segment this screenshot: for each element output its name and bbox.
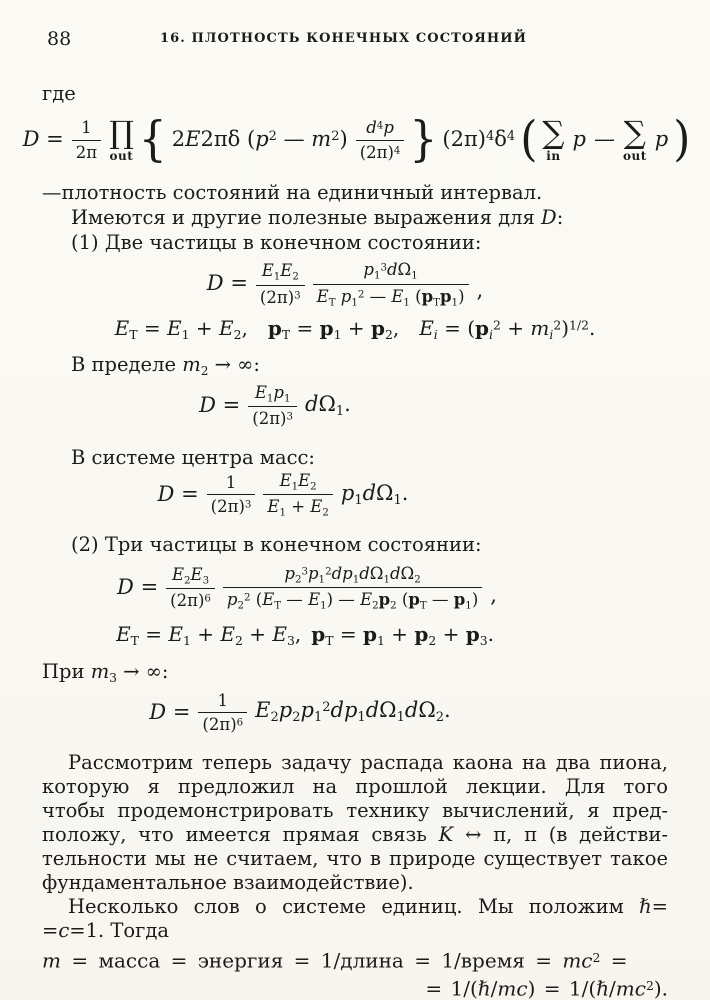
eq-main-lhs: D = [22, 127, 64, 152]
equation-three-particle [0, 559, 620, 617]
definitions-three-particle: $E_T = E_1 + E_2 + E_3$, $p_T = p_1 + p_2 + p_3$. [116, 621, 494, 648]
equation-m2-limit [0, 384, 588, 428]
paragraph-line: фундаментальное взаимодействие). [42, 870, 414, 894]
fraction-denominator: $E_1 + E_2$ [263, 494, 332, 520]
eq-tail: , [476, 277, 484, 302]
fraction-numerator: $E_1p_1$ [254, 382, 291, 405]
page-number: 88 [47, 28, 72, 50]
eq-tail: , [490, 582, 497, 607]
item-1-heading: (1) Две частицы в конечном состоянии: [71, 231, 482, 254]
fraction-numerator: $d^4p$ [366, 118, 394, 138]
sum-operator-in [542, 115, 565, 163]
item-2-heading: (2) Три частицы в конечном состоянии: [71, 532, 482, 556]
close-brace: } [409, 112, 438, 168]
eq-lhs: D = [149, 700, 191, 725]
equation-cm [0, 470, 596, 520]
fraction-denominator: $(2\pi)^3$ [207, 494, 256, 517]
momentum-var: p [572, 127, 586, 152]
product-limit: out [109, 149, 134, 163]
fraction [263, 470, 332, 520]
paragraph-line: тельности мы не считаем, что в природе существует такое [42, 846, 668, 870]
fraction-denominator: $(2\pi)^3$ [248, 406, 297, 429]
paragraph-line: =c=1. Тогда [42, 918, 170, 942]
eq-lhs: D = [206, 271, 248, 296]
fraction [313, 259, 469, 309]
sum-operator-out [622, 115, 647, 163]
sum-symbol: ∑ [623, 115, 646, 151]
paragraph-kaon-decay [42, 751, 668, 943]
product-operator [109, 115, 134, 163]
fraction-numerator: $E_2E_3$ [171, 564, 210, 587]
equation-m3-limit [0, 691, 613, 735]
eq-tail: $E_2p_2p_1^2dp_1d\Omega_1d\Omega_2$. [255, 698, 451, 726]
density-definition-line: —плотность состояний на единичный интервал. [42, 181, 543, 204]
eq-tail: $d\Omega_1$. [305, 391, 351, 419]
page-header [42, 28, 668, 50]
fraction-numerator: 1 [217, 690, 229, 710]
eq-main-term: 2E2πδ ($p^2$ — $m^2$) [171, 127, 348, 152]
eq-main-measure-fraction [356, 117, 405, 163]
equation-two-particle [32, 256, 658, 312]
paragraph-line: Несколько слов о системе единиц. Мы положим ℏ= [68, 894, 668, 918]
eq-main-coef-fraction [72, 117, 101, 163]
fraction [248, 382, 297, 430]
cm-frame-label: В системе центра масс: [71, 445, 315, 469]
fraction [166, 564, 215, 612]
paragraph-line: которую я предложил на прошлой лекции. Для того [42, 774, 668, 798]
open-brace: { [138, 112, 167, 168]
units-equation-line-2: = 1/(ℏ/mc) = $1/(\hbar/mc^2)$. [425, 976, 668, 1000]
fraction-numerator: 1 [225, 472, 237, 492]
limit-m2-label: В пределе $m_2$ → ∞: [71, 353, 260, 378]
fraction-numerator: 1 [81, 118, 92, 138]
eq-lhs: D = [199, 393, 241, 418]
fraction-denominator: $(2\pi)^3$ [256, 285, 305, 308]
fraction-denominator: $E_T$ $p_1^2$ — $E_1$ $(p_Tp_1)$ [313, 284, 469, 310]
fraction-numerator: $E_1E_2$ [279, 470, 317, 493]
sum-symbol: ∑ [542, 115, 565, 151]
limit-m3-label: При $m_3$ → ∞: [42, 659, 169, 685]
fraction-denominator: $p_2^2$ ($E_T$ — $E_1$) — $E_2p_2$ ($p_T$ — $p_1$) [223, 587, 482, 613]
sum-limit: in [546, 149, 561, 163]
fraction [256, 260, 305, 308]
text-gde: где [42, 82, 76, 105]
close-paren: ) [673, 112, 691, 168]
minus-sign: — [593, 127, 615, 152]
other-expressions-line: Имеются и другие полезные выражения для D: [71, 206, 564, 229]
fraction-denominator: 2π [72, 140, 101, 163]
paragraph-line: Рассмотрим теперь задачу распада каона на два пиона, [68, 750, 668, 774]
open-paren: ( [520, 112, 538, 168]
fraction-denominator: $(2\pi)^4$ [356, 140, 405, 163]
definitions-two-particle: $E_T = E_1 + E_2$, $p_T = p_1 + p_2$, $E_i = (p_i^2 + m_i^2)^{1/2}$. [114, 316, 596, 342]
product-symbol: ∏ [109, 115, 134, 151]
eq-lhs: D = [157, 482, 199, 507]
eq-main-delta-term: $(2\pi)^4\delta^4$ [442, 127, 516, 152]
units-equation-line-1: m = масса = энергия = 1/длина = 1/время = $mc^2$ = [42, 948, 628, 973]
momentum-var: p [654, 127, 669, 152]
eq-lhs: D = [117, 575, 159, 600]
fraction [198, 690, 247, 736]
eq-tail: $p_1d\Omega_1$. [340, 480, 409, 508]
fraction [223, 563, 482, 613]
equation-main [22, 108, 691, 172]
fraction-numerator: $p_1^3d\Omega_1$ [363, 259, 418, 282]
paragraph-line: чтобы продемонстрировать технику вычислений, я пред- [42, 798, 668, 822]
fraction-denominator: $(2\pi)^6$ [166, 588, 215, 611]
sum-limit: out [622, 149, 647, 163]
fraction [207, 472, 256, 518]
fraction-denominator: $(2\pi)^6$ [198, 712, 247, 735]
running-title: 16. ПЛОТНОСТЬ КОНЕЧНЫХ СОСТОЯНИЙ [160, 31, 528, 46]
fraction-numerator: $E_1E_2$ [261, 261, 299, 283]
paragraph-line: положу, что имеется прямая связь K ↔ π, π (в действи- [42, 822, 668, 846]
fraction-numerator: $p_2^3p_1^2dp_1d\Omega_1d\Omega_2$ [284, 563, 421, 586]
